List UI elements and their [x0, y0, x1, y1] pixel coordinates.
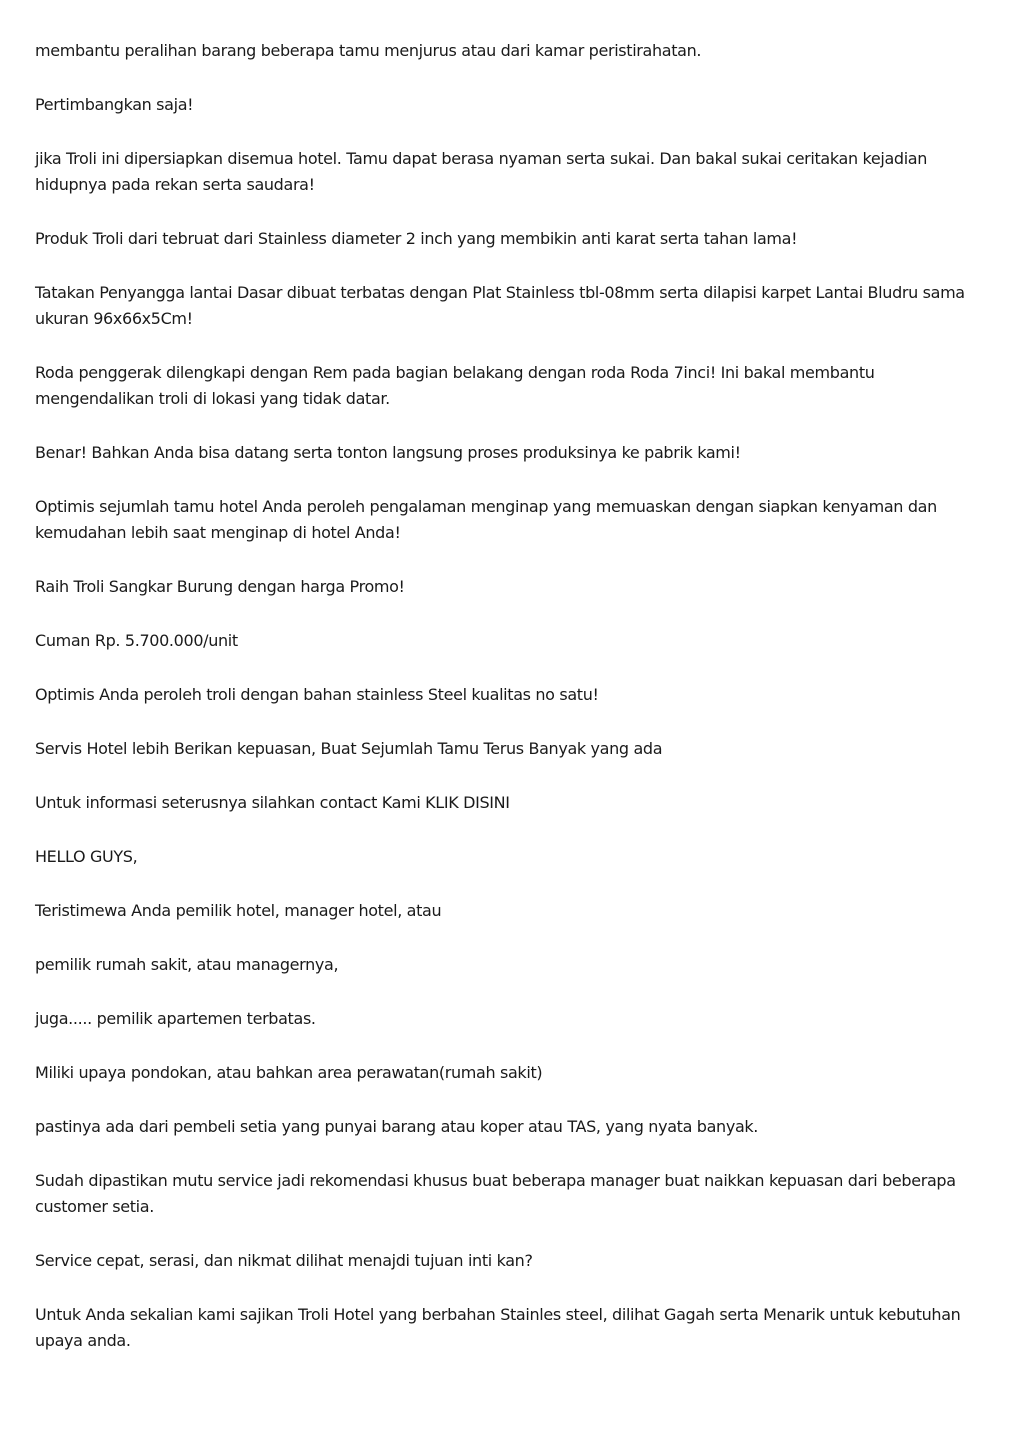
paragraph: Optimis sejumlah tamu hotel Anda peroleh pengalaman menginap yang memuaskan dengan siapkan kenyaman dan kemudahan lebih saat menginap di hotel Anda!	[35, 497, 937, 542]
paragraph: Pertimbangkan saja!	[35, 95, 194, 114]
paragraph: membantu peralihan barang beberapa tamu menjurus atau dari kamar peristirahatan.	[35, 41, 702, 60]
paragraph: pemilik rumah sakit, atau managernya,	[35, 955, 339, 974]
paragraph: Miliki upaya pondokan, atau bahkan area perawatan(rumah sakit)	[35, 1063, 543, 1082]
paragraph: Roda penggerak dilengkapi dengan Rem pada bagian belakang dengan roda Roda 7inci! Ini bakal membantu mengendalikan troli di lokasi yang tidak datar.	[35, 363, 875, 408]
paragraph: Service cepat, serasi, dan nikmat dilihat menajdi tujuan inti kan?	[35, 1251, 533, 1270]
paragraph: Teristimewa Anda pemilik hotel, manager hotel, atau	[35, 901, 442, 920]
document-body	[35, 38, 990, 1382]
paragraph: Raih Troli Sangkar Burung dengan harga Promo!	[35, 577, 405, 596]
paragraph: Tatakan Penyangga lantai Dasar dibuat terbatas dengan Plat Stainless tbl-08mm serta dilapisi karpet Lantai Bludru sama ukuran 96x66x5Cm!	[35, 283, 965, 328]
price-text: Cuman Rp. 5.700.000/unit	[35, 631, 238, 650]
paragraph: jika Troli ini dipersiapkan disemua hotel. Tamu dapat berasa nyaman serta sukai. Dan bakal sukai ceritakan kejadian hidupnya pada rekan serta saudara!	[35, 149, 928, 194]
contact-text: Untuk informasi seterusnya silahkan contact Kami KLIK DISINI	[35, 793, 510, 812]
paragraph: Untuk Anda sekalian kami sajikan Troli Hotel yang berbahan Stainles steel, dilihat Gagah serta Menarik untuk kebutuhan upaya anda.	[35, 1305, 961, 1350]
paragraph: Benar! Bahkan Anda bisa datang serta tonton langsung proses produksinya ke pabrik kami!	[35, 443, 741, 462]
paragraph: juga..... pemilik apartemen terbatas.	[35, 1009, 316, 1028]
paragraph: Optimis Anda peroleh troli dengan bahan stainless Steel kualitas no satu!	[35, 685, 599, 704]
paragraph: Sudah dipastikan mutu service jadi rekomendasi khusus buat beberapa manager buat naikkan kepuasan dari beberapa customer setia.	[35, 1171, 956, 1216]
paragraph: pastinya ada dari pembeli setia yang punyai barang atau koper atau TAS, yang nyata banyak.	[35, 1117, 759, 1136]
paragraph: Produk Troli dari tebruat dari Stainless diameter 2 inch yang membikin anti karat serta tahan lama!	[35, 229, 798, 248]
paragraph: Servis Hotel lebih Berikan kepuasan, Buat Sejumlah Tamu Terus Banyak yang ada	[35, 739, 663, 758]
greeting-text: HELLO GUYS,	[35, 847, 138, 866]
